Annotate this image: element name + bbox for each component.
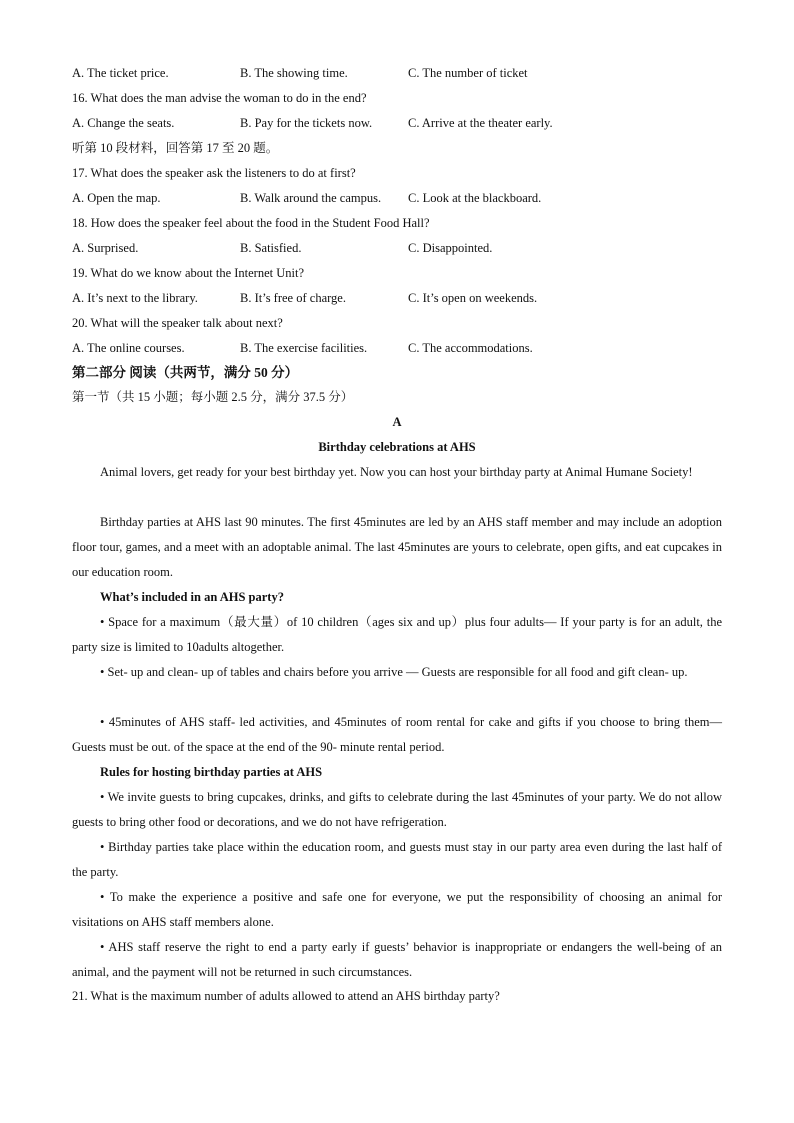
- q15-option-c: C. The number of ticket: [408, 66, 528, 80]
- q21-stem: 21. What is the maximum number of adults allowed to attend an AHS birthday party?: [72, 989, 500, 1003]
- rule-location: • Birthday parties take place within the education room, and guests must stay in our party area even during the last half of the party.: [72, 840, 722, 879]
- q17-stem: 17. What does the speaker ask the listeners to do at first?: [72, 166, 356, 180]
- q20-option-a: A. The online courses.: [72, 341, 185, 355]
- included-heading: What’s included in an AHS party?: [100, 590, 284, 604]
- passage-title: Birthday celebrations at AHS: [318, 440, 476, 454]
- q17-option-a: A. Open the map.: [72, 191, 161, 205]
- rule-food: • We invite guests to bring cupcakes, drinks, and gifts to celebrate during the last 45minutes of your party. We do not allow guests to bring other food or decorations, and we do not have refrigeration.: [72, 790, 722, 829]
- rules-heading: Rules for hosting birthday parties at AHS: [100, 765, 323, 779]
- q18-option-a: A. Surprised.: [72, 241, 139, 255]
- paragraph-duration: Birthday parties at AHS last 90 minutes. The first 45minutes are led by an AHS staff member and may include an adoption floor tour, games, and a meet with an adoptable animal. The last 45minutes are yours to celebrate, open gifts, and eat cupcakes in our education room.: [72, 515, 722, 579]
- q18-stem: 18. How does the speaker feel about the food in the Student Food Hall?: [72, 216, 430, 230]
- q19-option-b: B. It’s free of charge.: [240, 291, 346, 305]
- q20-option-b: B. The exercise facilities.: [240, 341, 368, 355]
- q16-option-a: A. Change the seats.: [72, 116, 175, 130]
- q17-option-b: B. Walk around the campus.: [240, 191, 382, 205]
- q19-option-a: A. It’s next to the library.: [72, 291, 198, 305]
- q15-option-a: A. The ticket price.: [72, 66, 169, 80]
- q19-stem: 19. What do we know about the Internet Unit?: [72, 266, 305, 280]
- q16-stem: 16. What does the man advise the woman to do in the end?: [72, 91, 367, 105]
- q16-option-b: B. Pay for the tickets now.: [240, 116, 373, 130]
- paragraph-intro: Animal lovers, get ready for your best birthday yet. Now you can host your birthday party at Animal Humane Society!: [100, 465, 693, 479]
- rule-animal-choice: • To make the experience a positive and safe one for everyone, we put the responsibility of choosing an animal for visitations on AHS staff members alone.: [72, 890, 722, 929]
- part2-title: 第二部分 阅读（共两节，满分 50 分）: [72, 365, 299, 380]
- q15-option-b: B. The showing time.: [240, 66, 348, 80]
- q19-option-c: C. It’s open on weekends.: [408, 291, 538, 305]
- q18-option-b: B. Satisfied.: [240, 241, 302, 255]
- section1-title: 第一节（共 15 小题；每小题 2.5 分，满分 37.5 分）: [72, 390, 354, 404]
- q20-option-c: C. The accommodations.: [408, 341, 533, 355]
- q17-option-c: C. Look at the blackboard.: [408, 191, 542, 205]
- passage10-note: 听第 10 段材料，回答第 17 至 20 题。: [72, 141, 279, 155]
- included-bullet-space: • Space for a maximum（最大量）of 10 children（ages six and up）plus four adults— If your party is for an adult, the party size is limited to 10adults altogether.: [72, 615, 722, 654]
- q20-stem: 20. What will the speaker talk about next?: [72, 316, 283, 330]
- included-bullet-activities: • 45minutes of AHS staff- led activities, and 45minutes of room rental for cake and gifts if you choose to bring them— Guests must be out. of the space at the end of the 90- minute rental period.: [72, 715, 722, 754]
- passage-letter: A: [392, 415, 402, 429]
- q18-option-c: C. Disappointed.: [408, 241, 493, 255]
- q16-option-c: C. Arrive at the theater early.: [408, 116, 553, 130]
- rule-end-early: • AHS staff reserve the right to end a party early if guests’ behavior is inappropriate or endangers the well-being of an animal, and the payment will not be returned in such circumstances.: [72, 940, 722, 979]
- included-bullet-setup: • Set- up and clean- up of tables and chairs before you arrive — Guests are responsible for all food and gift clean- up.: [100, 665, 688, 679]
